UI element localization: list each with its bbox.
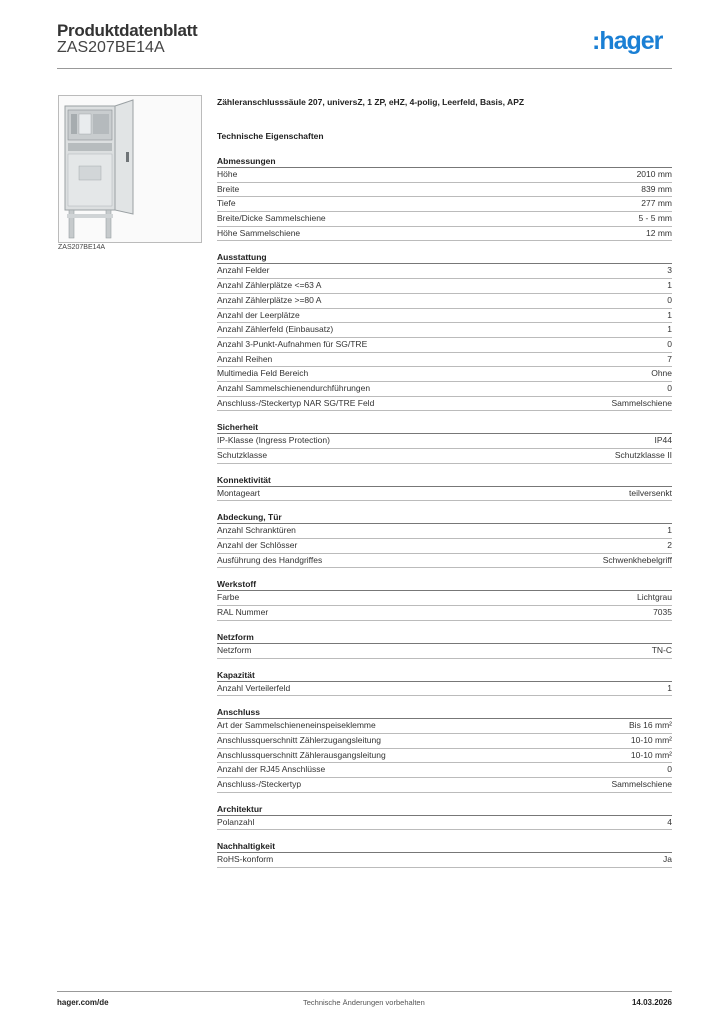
property-label: Polanzahl — [217, 816, 255, 827]
property-row — [217, 591, 672, 606]
property-row — [217, 294, 672, 309]
property-value: 5 - 5 mm — [638, 213, 672, 224]
property-value: TN-C — [651, 644, 672, 655]
property-label: Breite — [217, 183, 240, 194]
property-label: Anzahl der Leerplätze — [217, 309, 300, 320]
section-abmessungen — [217, 155, 672, 241]
property-row — [217, 524, 672, 539]
property-value: Ja — [663, 854, 672, 865]
property-label: Anzahl Schranktüren — [217, 525, 296, 536]
property-value: IP44 — [654, 435, 672, 446]
meter-cabinet-illustration — [59, 96, 201, 242]
property-label: Anzahl der Schlösser — [217, 540, 298, 551]
property-row — [217, 539, 672, 554]
property-row — [217, 763, 672, 778]
property-label: Farbe — [217, 592, 240, 603]
footer-notice: Technische Änderungen vorbehalten — [303, 998, 425, 1007]
property-label: Anzahl Sammelschienendurchführungen — [217, 382, 371, 393]
property-label: Anschlussquerschnitt Zählerzugangsleitung — [217, 734, 381, 745]
section-nachhaltigkeit — [217, 840, 672, 868]
property-value: 2 — [667, 540, 672, 551]
property-label: Montageart — [217, 487, 260, 498]
property-label: Höhe — [217, 169, 238, 179]
property-value: 1 — [667, 682, 672, 693]
property-label: Anschluss-/Steckertyp — [217, 778, 302, 789]
property-row — [217, 197, 672, 212]
page-title: Produktdatenblatt — [57, 21, 198, 40]
section-kapazität — [217, 669, 672, 697]
property-value: 10-10 mm² — [630, 734, 672, 745]
footer-date: 14.03.2026 — [631, 998, 672, 1007]
property-label: Höhe Sammelschiene — [217, 227, 301, 238]
property-value: Schwenkhebelgriff — [602, 554, 672, 565]
property-row — [217, 487, 672, 502]
tech-properties-heading: Technische Eigenschaften — [217, 131, 324, 141]
property-value: Lichtgrau — [637, 592, 672, 603]
header-divider — [57, 68, 672, 69]
property-value: Sammelschiene — [611, 778, 672, 789]
property-value: 1 — [667, 324, 672, 335]
property-label: Anzahl Felder — [217, 265, 270, 276]
section-architektur — [217, 803, 672, 831]
property-value: 1 — [667, 525, 672, 536]
section-title: Werkstoff — [217, 578, 672, 591]
property-value: Bis 16 mm² — [629, 720, 672, 731]
property-label: Anzahl 3-Punkt-Aufnahmen für SG/TRE — [217, 338, 368, 349]
property-label: Netzform — [217, 644, 252, 655]
property-row — [217, 323, 672, 338]
property-label: Anschluss-/Steckertyp NAR SG/TRE Feld — [217, 397, 375, 408]
section-anschluss — [217, 706, 672, 792]
section-title: Kapazität — [217, 669, 672, 682]
property-value: 839 mm — [641, 183, 672, 194]
property-row — [217, 227, 672, 242]
property-value: 277 mm — [641, 198, 672, 209]
property-row — [217, 397, 672, 412]
section-konnektivität — [217, 474, 672, 502]
image-caption: ZAS207BE14A — [58, 244, 106, 251]
section-werkstoff — [217, 578, 672, 620]
property-row — [217, 719, 672, 734]
section-abdeckung-tür — [217, 511, 672, 568]
property-row — [217, 749, 672, 764]
property-row — [217, 778, 672, 793]
section-ausstattung — [217, 251, 672, 411]
section-title: Abdeckung, Tür — [217, 511, 672, 524]
article-number: ZAS207BE14A — [57, 39, 165, 56]
property-value: 1 — [667, 309, 672, 320]
property-value: 2010 mm — [636, 169, 672, 179]
property-value: 10-10 mm² — [630, 749, 672, 760]
property-row — [217, 734, 672, 749]
property-label: RAL Nummer — [217, 607, 269, 618]
property-value: Sammelschiene — [611, 397, 672, 408]
property-label: Anschlussquerschnitt Zählerausgangsleitung — [217, 749, 386, 760]
property-label: Breite/Dicke Sammelschiene — [217, 213, 326, 224]
property-value: 0 — [667, 294, 672, 305]
property-row — [217, 816, 672, 831]
property-value: 0 — [667, 338, 672, 349]
property-label: RoHS-konform — [217, 854, 274, 865]
property-value: 0 — [667, 764, 672, 775]
property-label: Anzahl der RJ45 Anschlüsse — [217, 764, 326, 775]
property-row — [217, 853, 672, 868]
property-row — [217, 682, 672, 697]
property-value: 7035 — [653, 607, 672, 618]
property-row — [217, 183, 672, 198]
hager-logo: :hager — [592, 27, 663, 55]
property-label: Anzahl Zählerplätze >=80 A — [217, 294, 322, 305]
property-value: 0 — [667, 382, 672, 393]
product-image — [58, 95, 202, 243]
property-row — [217, 212, 672, 227]
property-label: Anzahl Reihen — [217, 353, 273, 364]
properties-table — [217, 155, 672, 878]
footer-website-link[interactable]: hager.com/de — [57, 998, 109, 1007]
property-row — [217, 279, 672, 294]
property-value: Ohne — [651, 368, 672, 379]
property-label: Anzahl Verteilerfeld — [217, 682, 291, 693]
section-title: Abmessungen — [217, 155, 672, 168]
property-row — [217, 367, 672, 382]
section-title: Nachhaltigkeit — [217, 840, 672, 853]
property-label: Tiefe — [217, 198, 236, 209]
property-row — [217, 309, 672, 324]
product-description: Zähleranschlusssäule 207, universZ, 1 ZP, eHZ, 4-polig, Leerfeld, Basis, APZ — [217, 97, 525, 107]
property-value: 4 — [667, 816, 672, 827]
property-row — [217, 644, 672, 659]
property-label: Schutzklasse — [217, 450, 268, 460]
property-label: IP-Klasse (Ingress Protection) — [217, 435, 330, 446]
property-value: 3 — [667, 265, 672, 276]
section-title: Ausstattung — [217, 251, 672, 264]
property-row — [217, 338, 672, 353]
property-row — [217, 168, 672, 183]
section-title: Architektur — [217, 803, 672, 816]
property-value: 7 — [667, 353, 672, 364]
property-row — [217, 554, 672, 569]
property-row — [217, 449, 672, 464]
property-label: Art der Sammelschieneneinspeiseklemme — [217, 720, 376, 731]
section-title: Sicherheit — [217, 421, 672, 434]
property-value: Schutzklasse II — [614, 450, 672, 460]
footer-divider — [57, 991, 672, 992]
property-row — [217, 353, 672, 368]
logo-text: hager — [599, 27, 663, 55]
section-title: Konnektivität — [217, 474, 672, 487]
property-row — [217, 264, 672, 279]
section-sicherheit — [217, 421, 672, 463]
section-netzform — [217, 631, 672, 659]
property-row — [217, 606, 672, 621]
property-label: Anzahl Zählerplätze <=63 A — [217, 280, 322, 291]
property-value: 1 — [667, 280, 672, 291]
property-value: teilversenkt — [629, 487, 672, 498]
property-row — [217, 434, 672, 449]
property-value: 12 mm — [646, 227, 672, 238]
section-title: Netzform — [217, 631, 672, 644]
section-title: Anschluss — [217, 706, 672, 719]
property-label: Anzahl Zählerfeld (Einbausatz) — [217, 324, 334, 335]
property-label: Ausführung des Handgriffes — [217, 554, 323, 565]
property-label: Multimedia Feld Bereich — [217, 368, 309, 379]
property-row — [217, 382, 672, 397]
